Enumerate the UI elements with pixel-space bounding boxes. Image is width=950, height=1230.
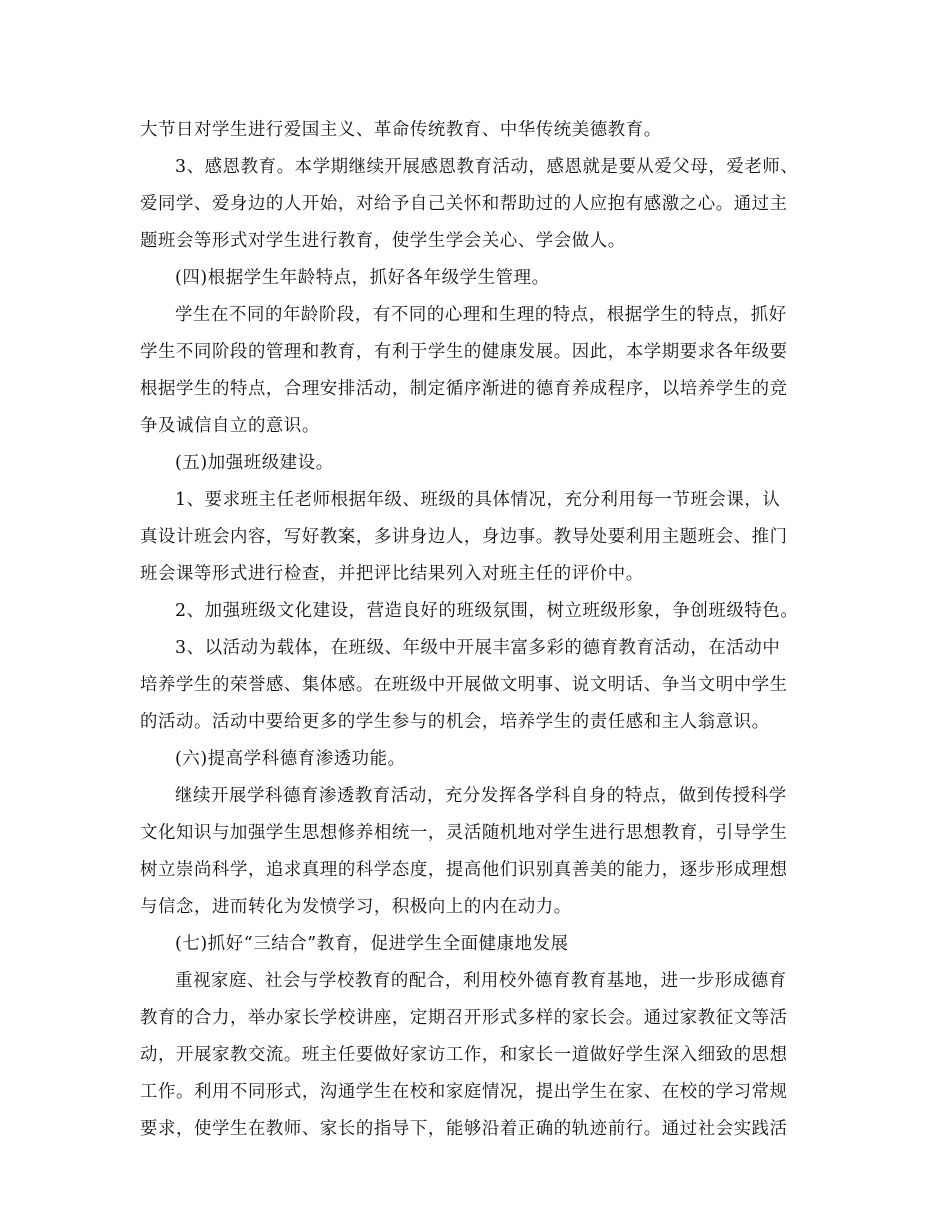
text-line: 文化知识与加强学生思想修养相统一，灵活随机地对学生进行思想教育，引导学生 [140, 823, 788, 843]
text-line: 真设计班会内容，写好教案，多讲身边人，身边事。教导处要利用主题班会、推门 [140, 527, 788, 547]
text-line: 学生在不同的年龄阶段，有不同的心理和生理的特点，根据学生的特点，抓好 [175, 305, 787, 325]
text-line: 树立崇尚科学，追求真理的科学态度，提高他们识别真善美的能力，逐步形成理想 [140, 860, 788, 880]
text-line: 3、感恩教育。本学期继续开展感恩教育活动，感恩就是要从爱父母，爱老师、 [175, 157, 799, 177]
text-line: 学生不同阶段的管理和教育，有利于学生的健康发展。因此，本学期要求各年级要 [140, 342, 788, 362]
text-line: 要求，使学生在教师、家长的指导下，能够沿着正确的轨迹前行。通过社会实践活 [140, 1119, 788, 1139]
section-heading: (七)抓好“三结合”教育，促进学生全面健康地发展 [175, 934, 569, 954]
section-heading: (四)根据学生年龄特点，抓好各年级学生管理。 [175, 268, 550, 288]
text-line: 动，开展家教交流。班主任要做好家访工作，和家长一道做好学生深入细致的思想 [140, 1045, 788, 1065]
text-line: 争及诚信自立的意识。 [140, 416, 320, 436]
text-line: 爱同学、爱身边的人开始，对给予自己关怀和帮助过的人应抱有感激之心。通过主 [140, 194, 788, 214]
section-heading: (六)提高学科德育渗透功能。 [175, 749, 406, 769]
text-line: 根据学生的特点，合理安排活动，制定循序渐进的德育养成程序，以培养学生的竞 [140, 379, 788, 399]
text-line: 题班会等形式对学生进行教育，使学生学会关心、学会做人。 [140, 231, 626, 251]
text-line: 3、以活动为载体，在班级、年级中开展丰富多彩的德育教育活动，在活动中 [175, 638, 781, 658]
text-line: 工作。利用不同形式，沟通学生在校和家庭情况，提出学生在家、在校的学习常规 [140, 1082, 788, 1102]
text-line: 的活动。活动中要给更多的学生参与的机会，培养学生的责任感和主人翁意识。 [140, 712, 770, 732]
text-line: 教育的合力，举办家长学校讲座，定期召开形式多样的家长会。通过家教征文等活 [140, 1008, 788, 1028]
section-heading: (五)加强班级建设。 [175, 453, 334, 473]
text-line: 2、加强班级文化建设，营造良好的班级氛围，树立班级形象，争创班级特色。 [175, 601, 799, 621]
text-line: 班会课等形式进行检查，并把评比结果列入对班主任的评价中。 [140, 564, 644, 584]
text-line: 1、要求班主任老师根据年级、班级的具体情况，充分利用每一节班会课，认 [175, 490, 781, 510]
text-line: 培养学生的荣誉感、集体感。在班级中开展做文明事、说文明话、争当文明中学生 [140, 675, 788, 695]
text-line: 重视家庭、社会与学校教育的配合，利用校外德育教育基地，进一步形成德育 [175, 971, 787, 991]
text-line: 与信念，进而转化为发愤学习，积极向上的内在动力。 [140, 897, 572, 917]
text-line: 继续开展学科德育渗透教育活动，充分发挥各学科自身的特点，做到传授科学 [175, 786, 787, 806]
text-line: 大节日对学生进行爱国主义、革命传统教育、中华传统美德教育。 [140, 120, 662, 140]
